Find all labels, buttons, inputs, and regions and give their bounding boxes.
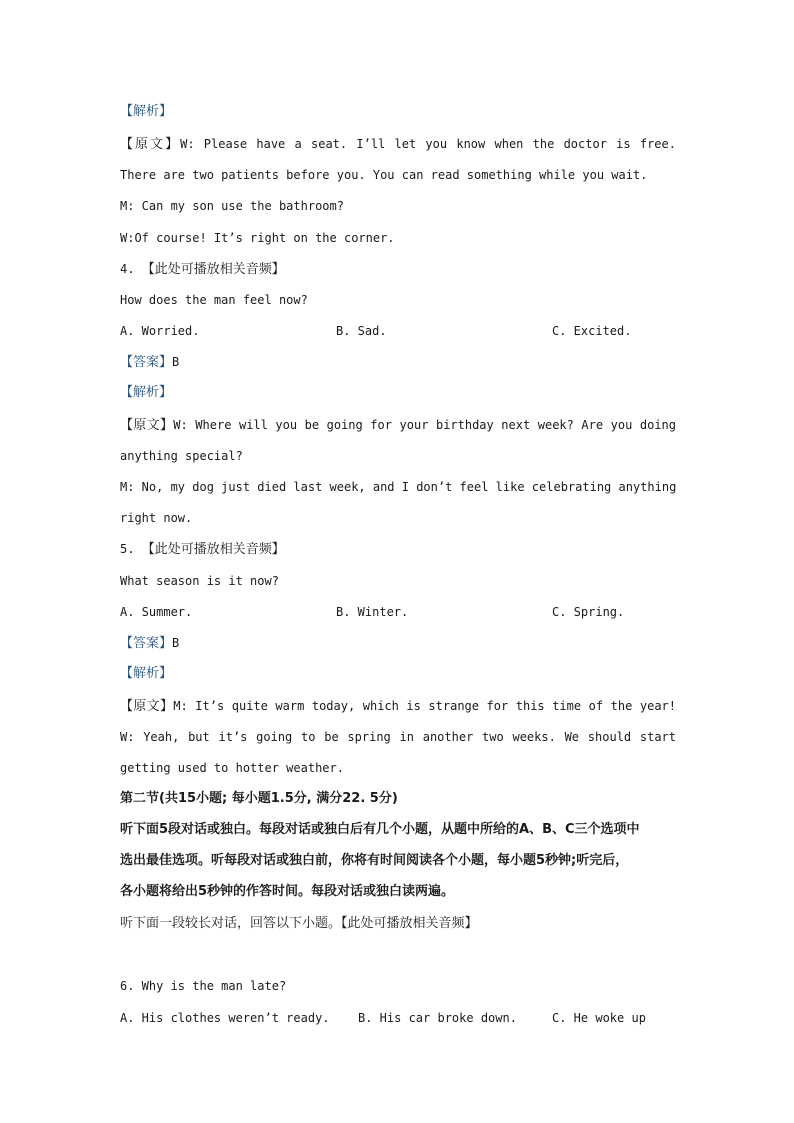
question-5-header bbox=[120, 541, 676, 558]
answer-line bbox=[120, 635, 676, 652]
option-a: A. Summer. bbox=[120, 605, 193, 619]
transcript-text: M: It’s quite warm today, which is strange for this time of the year! bbox=[173, 699, 676, 713]
transcript-text: W: Where will you be going for your birthday next week? Are you doing bbox=[173, 418, 676, 432]
section-instruction: 各小题将给出5秒钟的作答时间。每段对话或独白读两遍。 bbox=[120, 884, 455, 899]
transcript-line: W:Of course! It’s right on the corner. bbox=[120, 231, 395, 245]
transcript-label: 【原文】 bbox=[120, 699, 174, 714]
question-number: 4. bbox=[120, 262, 135, 276]
question-6-text: 6. Why is the man late? bbox=[120, 979, 287, 993]
audio-tag: 【此处可播放相关音频】 bbox=[141, 542, 285, 557]
option-a: A. Worried. bbox=[120, 324, 200, 338]
answer-line bbox=[120, 354, 676, 371]
transcript-line: anything special? bbox=[120, 449, 243, 463]
analysis-label: 【解析】 bbox=[120, 385, 173, 400]
transcript-line: right now. bbox=[120, 511, 193, 525]
option-c: C. Spring. bbox=[552, 605, 625, 619]
transcript-line: M: No, my dog just died last week, and I don’t feel like celebrating anything bbox=[120, 480, 677, 494]
section-instruction: 听下面5段对话或独白。每段对话或独白后有几个小题，从题中所给的A、B、C三个选项中 bbox=[120, 822, 640, 837]
answer-value: B bbox=[172, 636, 180, 650]
option-a: A. His clothes weren’t ready. bbox=[120, 1011, 330, 1025]
transcript-text: W: Please have a seat. I’ll let you know when the doctor is free. bbox=[180, 137, 676, 151]
question-4-text: How does the man feel now? bbox=[120, 293, 308, 307]
transcript-label: 【原文】 bbox=[120, 137, 181, 152]
option-c: C. Excited. bbox=[552, 324, 632, 338]
question-4-header bbox=[120, 261, 676, 278]
option-b: B. Sad. bbox=[336, 324, 387, 338]
answer-label: 【答案】 bbox=[120, 636, 173, 651]
transcript-line bbox=[120, 417, 676, 434]
analysis-label: 【解析】 bbox=[120, 666, 173, 681]
section-heading: 第二节(共15小题; 每小题1.5分, 满分22. 5分) bbox=[120, 791, 398, 806]
section-prompt: 听下面一段较长对话，回答以下小题。【此处可播放相关音频】 bbox=[120, 916, 478, 931]
transcript-line: W: Yeah, but it’s going to be spring in another two weeks. We should start bbox=[120, 730, 676, 744]
transcript-label: 【原文】 bbox=[120, 418, 174, 433]
transcript-line bbox=[120, 698, 676, 715]
transcript-line bbox=[120, 136, 676, 153]
transcript-line: There are two patients before you. You can read something while you wait. bbox=[120, 168, 648, 182]
question-number: 5. bbox=[120, 542, 135, 556]
answer-label: 【答案】 bbox=[120, 355, 173, 370]
answer-value: B bbox=[172, 355, 180, 369]
transcript-line: M: Can my son use the bathroom? bbox=[120, 199, 344, 213]
option-c: C. He woke up bbox=[552, 1011, 646, 1025]
audio-tag: 【此处可播放相关音频】 bbox=[141, 262, 285, 277]
option-b: B. His car broke down. bbox=[358, 1011, 517, 1025]
analysis-label: 【解析】 bbox=[120, 104, 173, 119]
question-5-text: What season is it now? bbox=[120, 574, 279, 588]
option-b: B. Winter. bbox=[336, 605, 409, 619]
section-instruction: 选出最佳选项。听每段对话或独白前，你将有时间阅读各个小题，每小题5秒钟;听完后， bbox=[120, 853, 629, 868]
transcript-line: getting used to hotter weather. bbox=[120, 761, 344, 775]
